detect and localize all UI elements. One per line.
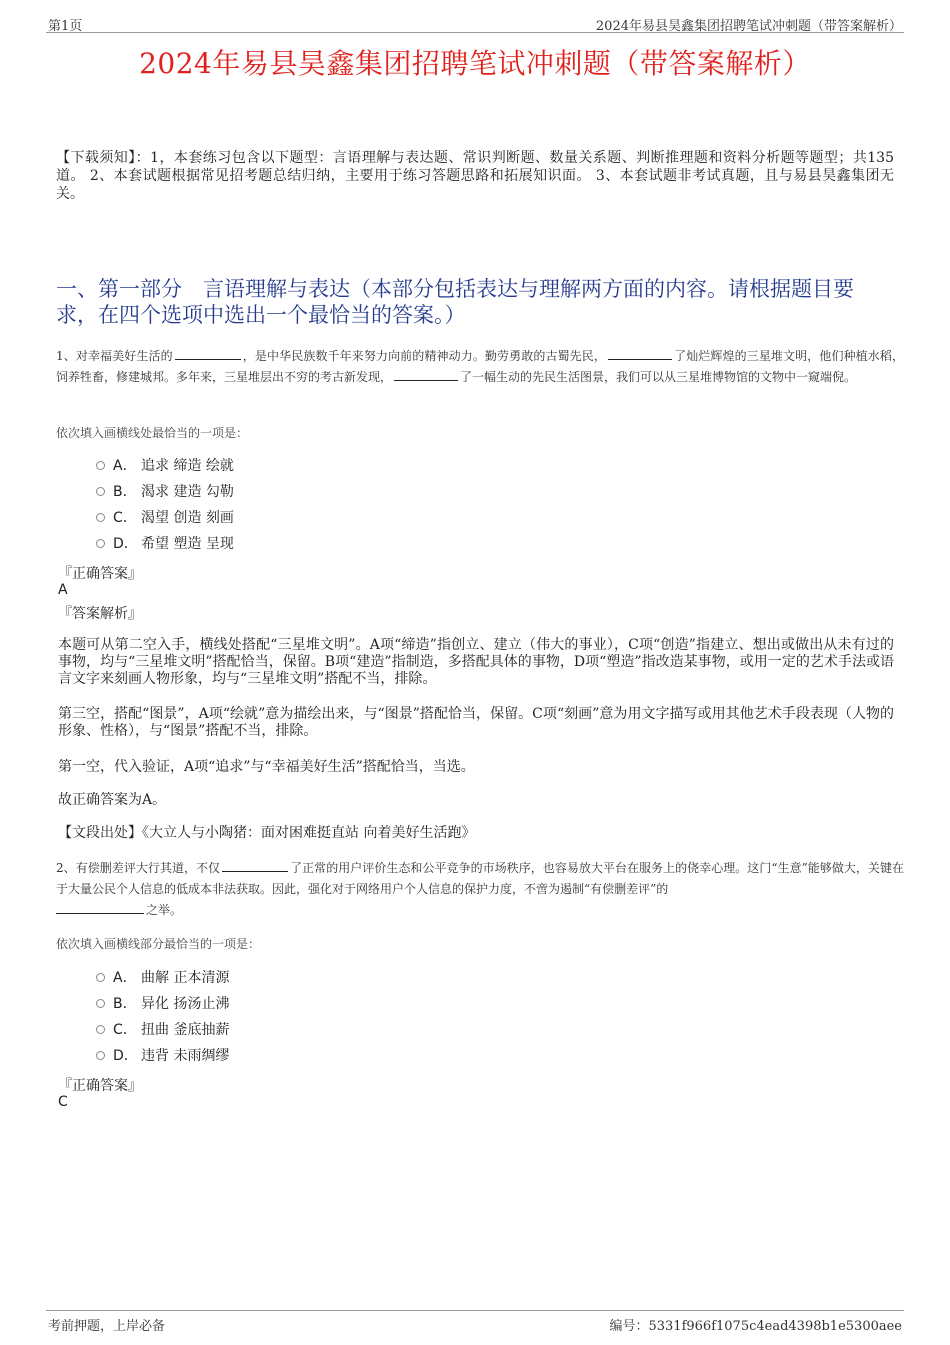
q2-blank-1 <box>222 858 288 872</box>
q1-analysis-paragraph: 本题可从第二空入手，横线处搭配“三星堆文明”。A项“缔造”指创立、建立（伟大的事业），C项“创造”指建立、想出或做出从未有过的事物，均与“三星堆文明”搭配恰当，保留。B项“建造”指制造，多搭配具体的事物，D项“塑造”指改造某事物，或用一定的艺术手法或语言文字来刻画人物形象，均与“三星堆文明”搭配不当，排除。 <box>58 637 894 687</box>
q1-text-2: ，是中华民族数千年来努力向前的精神动力。勤劳勇敢的古蜀先民， <box>242 349 606 363</box>
q1-analysis-paragraph: 第一空，代入验证，A项“追求”与“幸福美好生活”搭配恰当，当选。 <box>58 759 475 775</box>
radio-icon[interactable] <box>96 513 105 522</box>
q2-text-1: 2、有偿删差评大行其道，不仅 <box>56 861 221 875</box>
radio-icon[interactable] <box>96 1051 105 1060</box>
q1-blank-2 <box>608 346 672 360</box>
q1-option-a[interactable]: A． 追求 缔造 绘就 <box>96 453 234 479</box>
q2-text-2: 了正常的用户评价生态和公平竞争的市场秩序，也容易放大平台在服务上的侥幸心理。这门“生意”能够做大，关键在于大量公民个人信息的低成本非法获取。因此，强化对于网络用户个人信息的保护力度，不啻为遏制“有偿删差评”的 <box>56 861 904 896</box>
page-footer <box>46 1310 904 1334</box>
q2-option-c[interactable]: C． 扭曲 釜底抽薪 <box>96 1017 229 1043</box>
q1-text-3: 了灿烂辉煌的三星堆文明，他们种植水稻，饲养牲畜，修建城邦。多年来，三星堆层出不穷的考古新发现， <box>56 349 904 384</box>
question-1-prompt: 依次填入画横线处最恰当的一项是： <box>56 426 249 440</box>
header-doc-title: 2024年易县昊鑫集团招聘笔试冲刺题（带答案解析） <box>595 19 902 34</box>
q1-source: 【文段出处】《大立人与小陶猪：面对困难挺直站 向着美好生活跑》 <box>58 825 476 841</box>
q1-blank-3 <box>394 367 458 381</box>
footer-document-id: 编号：5331f966f1075c4ead4398b1e5300aee <box>609 1319 902 1334</box>
q2-option-b[interactable]: B． 异化 扬汤止沸 <box>96 991 229 1017</box>
page-number: 第1页 <box>48 19 83 34</box>
question-2-options <box>96 965 229 1069</box>
radio-icon[interactable] <box>96 973 105 982</box>
radio-icon[interactable] <box>96 461 105 470</box>
footer-slogan: 考前押题，上岸必备 <box>48 1319 166 1334</box>
question-2-prompt: 依次填入画横线部分最恰当的一项是： <box>56 937 261 951</box>
q2-text-3: 之举。 <box>146 903 183 917</box>
question-1-stem <box>56 346 904 388</box>
q1-option-c[interactable]: C． 渴望 创造 刻画 <box>96 505 234 531</box>
q1-option-b[interactable]: B． 渴求 建造 勾勒 <box>96 479 234 505</box>
q1-answer: A <box>58 582 68 598</box>
download-notice: 【下载须知】：1，本套练习包含以下题型：言语理解与表达题、常识判断题、数量关系题、判断推理题和资料分析题等题型；共135道。 2、本套试题根据常见招考题总结归纳，主要用于练习答题思路和拓展知识面。 3、本套试题非考试真题，且与易县昊鑫集团无关。 <box>56 150 894 202</box>
radio-icon[interactable] <box>96 1025 105 1034</box>
page-header <box>46 14 904 33</box>
q2-blank-2 <box>56 900 144 914</box>
question-1-options <box>96 453 234 557</box>
q1-answer-label: 『正确答案』 <box>58 566 142 582</box>
q2-option-d[interactable]: D． 违背 未雨绸缪 <box>96 1043 229 1069</box>
radio-icon[interactable] <box>96 999 105 1008</box>
q2-answer: C <box>58 1094 68 1110</box>
section-heading: 一、第一部分 言语理解与表达（本部分包括表达与理解两方面的内容。请根据题目要求，在四个选项中选出一个最恰当的答案。） <box>56 277 854 327</box>
document-title: 2024年易县昊鑫集团招聘笔试冲刺题（带答案解析） <box>139 47 811 80</box>
q1-analysis-conclusion: 故正确答案为A。 <box>58 792 167 808</box>
q2-option-a[interactable]: A． 曲解 正本清源 <box>96 965 229 991</box>
q1-text-4: 了一幅生动的先民生活图景，我们可以从三星堆博物馆的文物中一窥端倪。 <box>460 370 857 384</box>
q1-analysis-label: 『答案解析』 <box>58 606 142 622</box>
q1-blank-1 <box>175 346 241 360</box>
radio-icon[interactable] <box>96 487 105 496</box>
q2-answer-label: 『正确答案』 <box>58 1078 142 1094</box>
q1-analysis-paragraph: 第三空，搭配“图景”，A项“绘就”意为描绘出来，与“图景”搭配恰当，保留。C项“刻画”意为用文字描写或用其他艺术手段表现（人物的形象、性格），与“图景”搭配不当，排除。 <box>58 706 894 739</box>
radio-icon[interactable] <box>96 539 105 548</box>
question-2-stem <box>56 858 904 921</box>
q1-option-d[interactable]: D． 希望 塑造 呈现 <box>96 531 234 557</box>
q1-text-1: 1、对幸福美好生活的 <box>56 349 173 363</box>
